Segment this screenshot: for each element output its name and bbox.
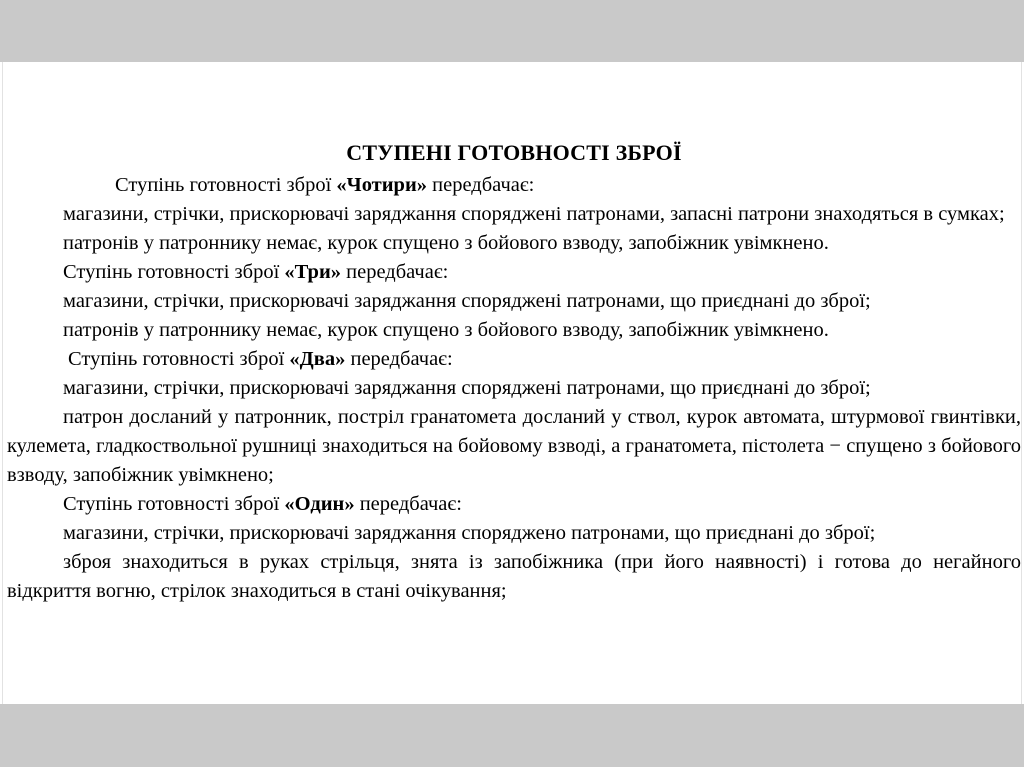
bottom-gray-band	[0, 704, 1024, 767]
heading-text: передбачає:	[427, 174, 535, 196]
heading-text: Ступінь готовності зброї	[115, 174, 337, 196]
readiness-item: магазини, стрічки, прискорювачі заряджання споряджено патронами, що приєднані до зброї;	[63, 522, 876, 544]
heading-text: передбачає:	[345, 348, 453, 370]
readiness-level-label: «Один»	[284, 493, 355, 515]
slide-page	[2, 62, 1022, 704]
slide-content	[7, 140, 1021, 606]
readiness-heading-one	[7, 490, 1021, 519]
readiness-item: магазини, стрічки, прискорювачі заряджання споряджені патронами, що приєднані до зброї;	[63, 377, 871, 399]
readiness-heading-three	[7, 258, 1021, 287]
readiness-item: зброя знаходиться в руках стрільця, знята із запобіжника (при його наявності) і готова до негайного відкриття вогню, стрілок знаходиться в стані очікування;	[7, 551, 1021, 602]
readiness-level-label: «Два»	[289, 348, 346, 370]
readiness-item: патронів у патроннику немає, курок спущено з бойового взводу, запобіжник увімкнено.	[63, 319, 829, 341]
heading-text: передбачає:	[354, 493, 462, 515]
heading-text: Ступінь готовності зброї	[63, 493, 285, 515]
top-gray-band	[0, 0, 1024, 62]
readiness-level-label: «Чотири»	[336, 174, 428, 196]
readiness-heading-two	[7, 345, 1021, 374]
heading-text: Ступінь готовності зброї	[63, 261, 285, 283]
readiness-heading-four	[7, 171, 1021, 200]
readiness-item: патрон досланий у патронник, постріл гранатомета досланий у ствол, курок автомата, штурмової гвинтівки, кулемета, гладкоствольної рушниці знаходиться на бойовому взводі, а гранатомета, пістолета − спущено з бойового взводу, запобіжник увімкнено;	[7, 406, 1021, 486]
readiness-item: патронів у патроннику немає, курок спущено з бойового взводу, запобіжник увімкнено.	[63, 232, 829, 254]
heading-text: передбачає:	[341, 261, 449, 283]
readiness-level-label: «Три»	[284, 261, 342, 283]
page-title: СТУПЕНІ ГОТОВНОСТІ ЗБРОЇ	[346, 140, 682, 165]
readiness-item: магазини, стрічки, прискорювачі заряджання споряджені патронами, запасні патрони знаходяться в сумках;	[63, 203, 1005, 225]
heading-text: Ступінь готовності зброї	[68, 348, 290, 370]
readiness-item: магазини, стрічки, прискорювачі заряджання споряджені патронами, що приєднані до зброї;	[63, 290, 871, 312]
